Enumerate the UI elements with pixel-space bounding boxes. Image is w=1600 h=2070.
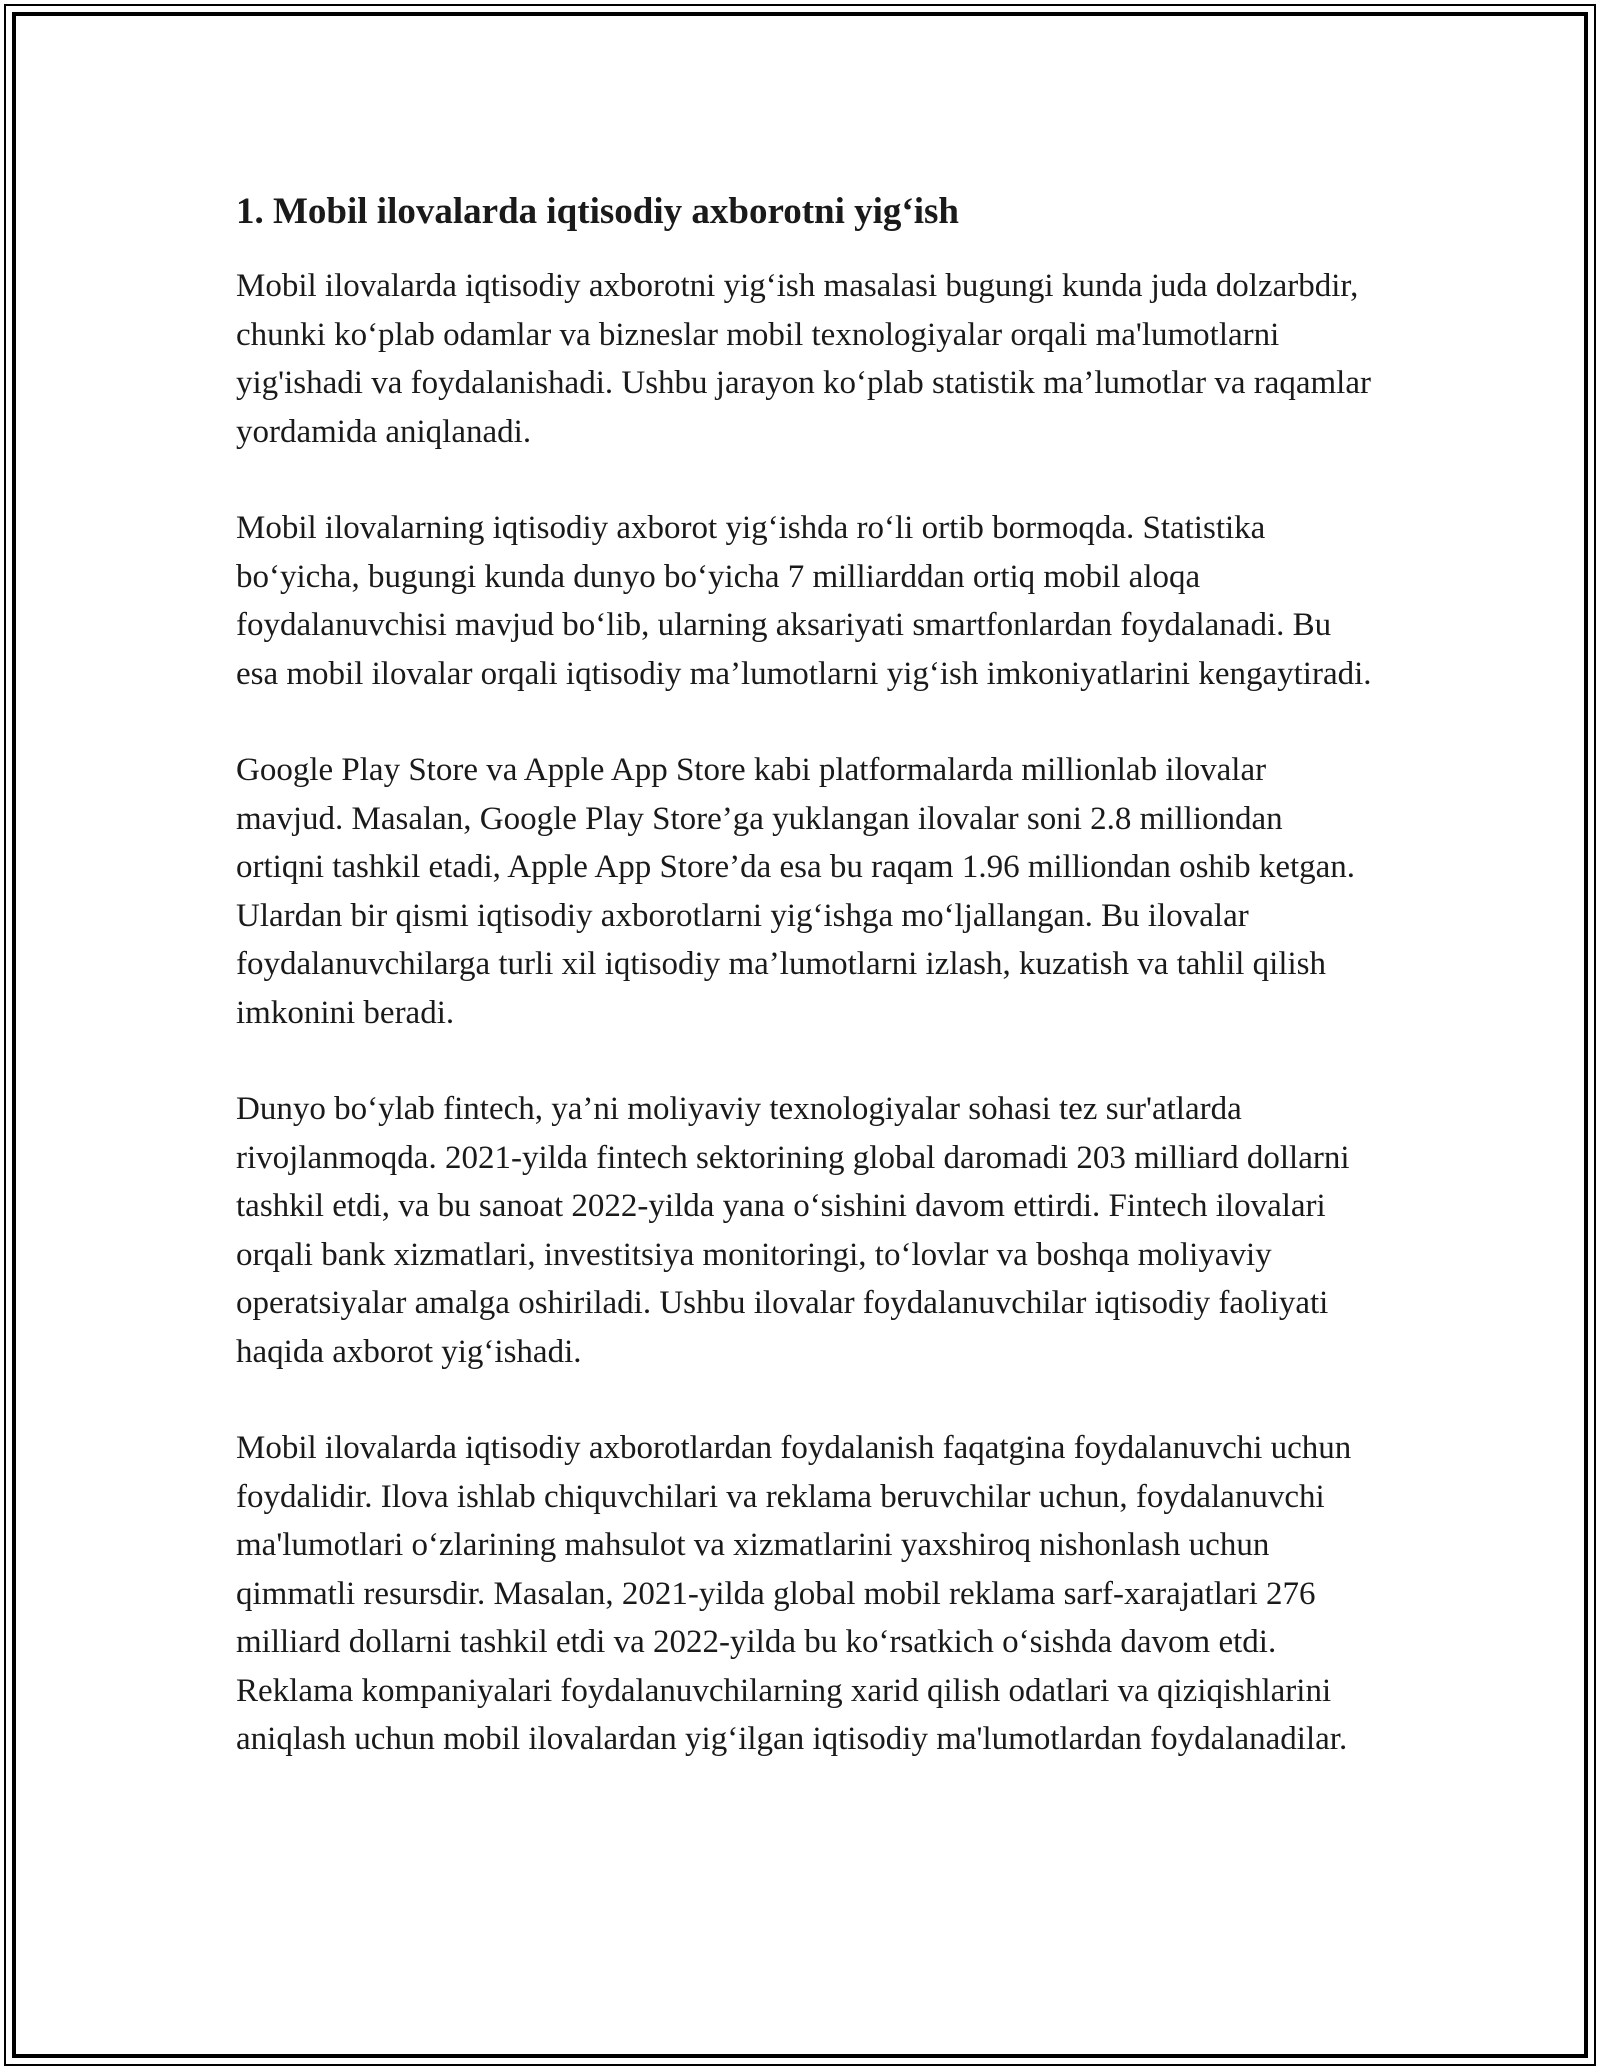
document-body <box>236 186 1376 1764</box>
paragraph-3: Google Play Store va Apple App Store kabi platformalarda millionlab ilovalar mavjud. Masalan, Google Play Store’ga yuklangan ilovalar soni 2.8 milliondan ortiqni tashkil etadi, Apple App Store’da esa bu raqam 1.96 milliondan oshib ketgan. Ulardan bir qismi iqtisodiy axborotlarni yig‘ishga mo‘ljallangan. Bu ilovalar foydalanuvchilarga turli xil iqtisodiy ma’lumotlarni izlash, kuzatish va tahlil qilish imkonini beradi. <box>236 752 1356 1031</box>
paragraph-5: Mobil ilovalarda iqtisodiy axborotlardan foydalanish faqatgina foydalanuvchi uchun foydalidir. Ilova ishlab chiquvchilari va reklama beruvchilar uchun, foydalanuvchi ma'lumotlari o‘zlarining mahsulot va xizmatlarini yaxshiroq nishonlash uchun qimmatli resursdir. Masalan, 2021-yilda global mobil reklama sarf-xarajatlari 276 milliard dollarni tashkil etdi va 2022-yilda bu ko‘rsatkich o‘sishda davom etdi. Reklama kompaniyalari foydalanuvchilarning xarid qilish odatlari va qiziqishlarini aniqlash uchun mobil ilovalardan yig‘ilgan iqtisodiy ma'lumotlardan foydalanadilar. <box>236 1430 1352 1757</box>
paragraph-1: Mobil ilovalarda iqtisodiy axborotni yig‘ish masalasi bugungi kunda juda dolzarbdir, chunki ko‘plab odamlar va bizneslar mobil texnologiyalar orqali ma'lumotlarni yig'ishadi va foydalanishadi. Ushbu jarayon ko‘plab statistik ma’lumotlar va raqamlar yordamida aniqlanadi. <box>236 268 1371 450</box>
paragraph-2: Mobil ilovalarning iqtisodiy axborot yig‘ishda ro‘li ortib bormoqda. Statistika bo‘yicha, bugungi kunda dunyo bo‘yicha 7 milliarddan ortiq mobil aloqa foydalanuvchisi mavjud bo‘lib, ularning aksariyati smartfonlardan foydalanadi. Bu esa mobil ilovalar orqali iqtisodiy ma’lumotlarni yig‘ish imkoniyatlarini kengaytiradi. <box>236 510 1372 692</box>
paragraph-4: Dunyo bo‘ylab fintech, ya’ni moliyaviy texnologiyalar sohasi tez sur'atlarda rivojlanmoqda. 2021-yilda fintech sektorining global daromadi 203 milliard dollarni tashkil etdi, va bu sanoat 2022-yilda yana o‘sishini davom ettirdi. Fintech ilovalari orqali bank xizmatlari, investitsiya monitoringi, to‘lovlar va boshqa moliyaviy operatsiyalar amalga oshiriladi. Ushbu ilovalar foydalanuvchilar iqtisodiy faoliyati haqida axborot yig‘ishadi. <box>236 1091 1350 1370</box>
section-heading: 1. Mobil ilovalarda iqtisodiy axborotni yig‘ish <box>236 191 959 232</box>
